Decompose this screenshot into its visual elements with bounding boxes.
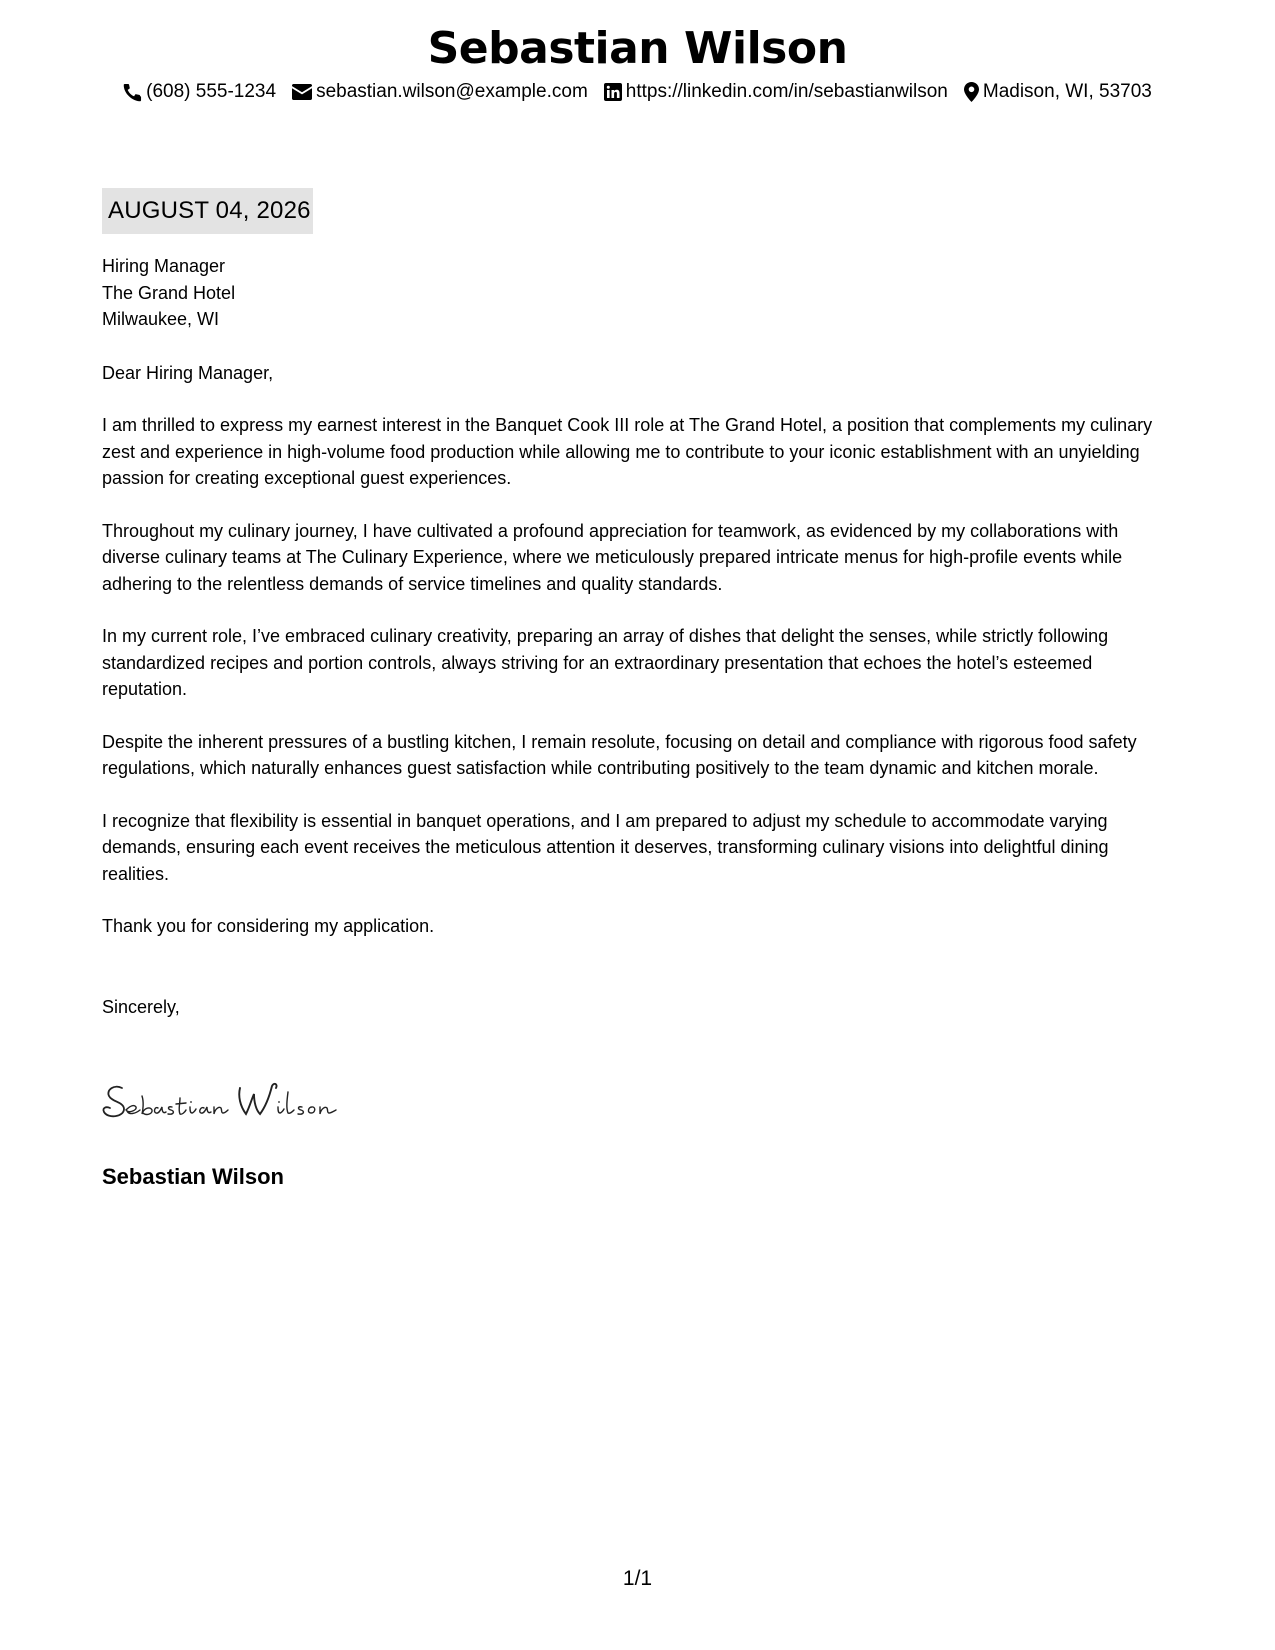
body-paragraph: Throughout my culinary journey, I have cultivated a profound appreciation for teamwork, as evidenced by my collaborations with diverse culinary teams at The Culinary Experience, where we meticulously prepared intricate menus for high-profile events while adhering to the relentless demands of service timelines and quality standards. [102, 520, 1123, 594]
linkedin-icon [604, 83, 622, 101]
location-text: Madison, WI, 53703 [982, 81, 1152, 102]
email-text: sebastian.wilson@example.com [316, 81, 588, 102]
linkedin-text: https://linkedin.com/in/sebastianwilson [625, 81, 948, 102]
body-paragraph: Despite the inherent pressures of a bustling kitchen, I remain resolute, focusing on detail and compliance with rigorous food safety regulations, which naturally enhances guest satisfaction while contributing positively to the team dynamic and kitchen morale. [102, 731, 1137, 778]
recipient-block [102, 253, 1177, 333]
closing: Sincerely, [102, 996, 180, 1017]
page-number: 1/1 [622, 1567, 653, 1590]
contact-phone [123, 79, 276, 105]
map-marker-icon [964, 82, 979, 102]
letter-date: AUGUST 04, 2026 [102, 188, 313, 234]
recipient-location: Milwaukee, WI [102, 309, 220, 329]
envelope-icon [292, 84, 312, 100]
contact-info-bar [0, 79, 1275, 105]
contact-email [292, 79, 588, 105]
handwritten-signature [100, 1076, 370, 1126]
applicant-name-heading: Sebastian Wilson [427, 23, 848, 74]
contact-linkedin [604, 79, 948, 105]
recipient-company: The Grand Hotel [102, 282, 236, 303]
body-paragraph: I am thrilled to express my earnest interest in the Banquet Cook III role at The Grand Hotel, a position that complements my culinary zest and experience in high-volume food production while allowing me to contribute to your iconic establishment with an unyielding passion for creating exceptional guest experiences. [102, 415, 1153, 488]
salutation: Dear Hiring Manager, [102, 362, 274, 383]
body-paragraph: In my current role, I’ve embraced culinary creativity, preparing an array of dishes that delight the senses, while strictly following standardized recipes and portion controls, always striving for an extraordinary presentation that echoes the hotel’s esteemed reputation. [102, 626, 1109, 699]
recipient-title: Hiring Manager [102, 256, 226, 276]
body-paragraph: I recognize that flexibility is essential in banquet operations, and I am prepared to adjust my schedule to accommodate varying demands, ensuring each event receives the meticulous attention it deserves, transforming culinary visions into delightful dining realities. [102, 810, 1109, 884]
thank-you-line: Thank you for considering my application. [102, 916, 435, 936]
letter-body [102, 253, 1177, 1020]
contact-location [964, 79, 1152, 105]
phone-icon [123, 83, 142, 102]
phone-text: (608) 555-1234 [146, 81, 277, 102]
signer-name: Sebastian Wilson [102, 1164, 284, 1189]
